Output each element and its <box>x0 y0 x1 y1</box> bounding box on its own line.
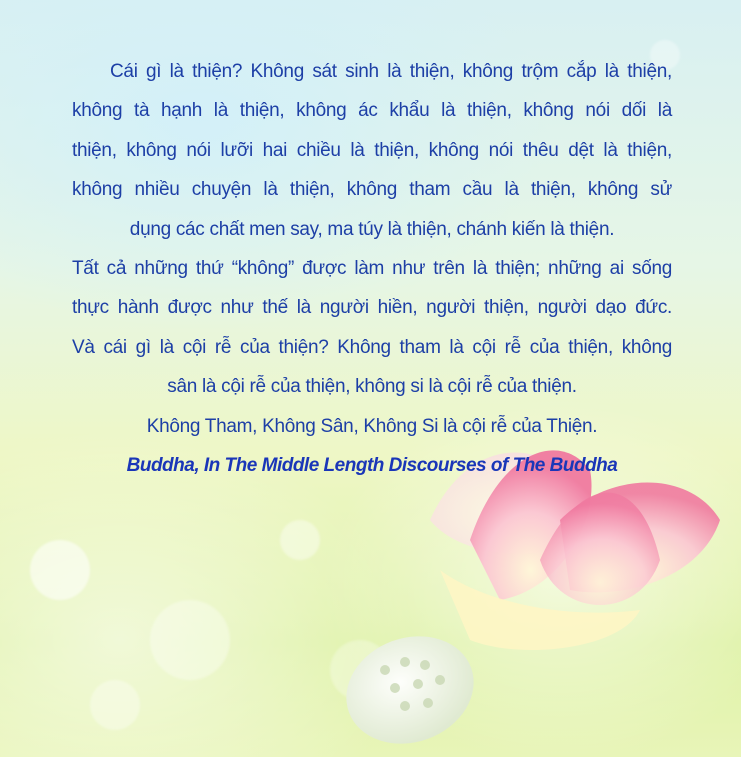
quote-attribution: Buddha, In The Middle Length Discourses of The Buddha <box>126 455 618 477</box>
quote-line: thiện, không nói lưỡi hai chiều là thiện, không nói thêu dệt là thiện, <box>72 139 672 161</box>
quote-line: sân là cội rễ của thiện, không si là cội rễ của thiện. <box>167 376 577 398</box>
quote-line: thực hành được như thế là người hiền, người thiện, người dạo đức. <box>72 297 672 319</box>
quote-line: Cái gì là thiện? Không sát sinh là thiện, không trộm cắp là thiện, <box>110 61 672 82</box>
quote-line: Và cái gì là cội rễ của thiện? Không tham là cội rễ của thiện, không <box>72 336 672 358</box>
quote-line: dụng các chất men say, ma túy là thiện, chánh kiến là thiện. <box>129 218 615 240</box>
quote-line: Tất cả những thứ “không” được làm như trên là thiện; những ai sống <box>72 258 672 280</box>
quote-line: không tà hạnh là thiện, không ác khẩu là thiện, không nói dối là <box>72 100 672 122</box>
quote-text <box>72 52 672 485</box>
quote-line: không nhiều chuyện là thiện, không tham cầu là thiện, không sử <box>72 179 672 201</box>
quote-line: Không Tham, Không Sân, Không Si là cội rễ của Thiện. <box>146 415 598 437</box>
